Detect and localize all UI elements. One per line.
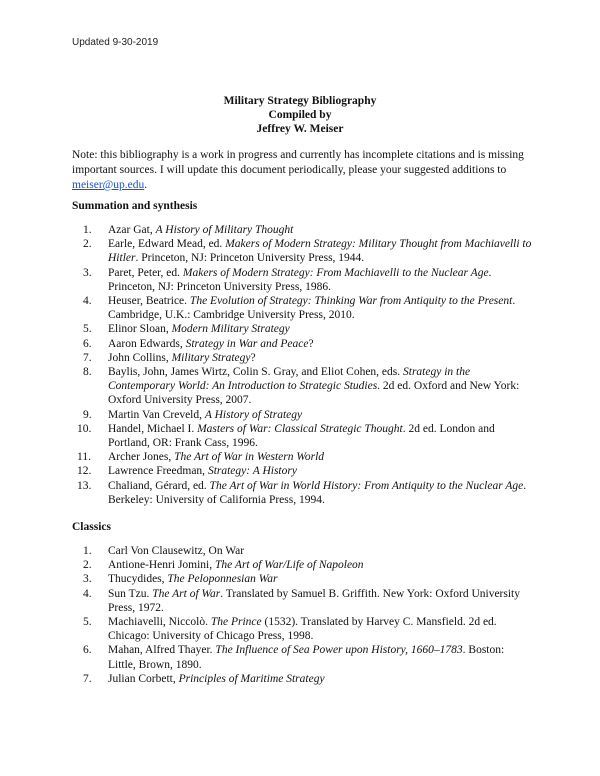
entry-author: Lawrence Freedman,	[108, 465, 208, 478]
bibliography-entry	[72, 587, 532, 615]
entry-details: ?	[250, 351, 256, 364]
entry-details: . Princeton, NJ: Princeton University Press, 1986.	[108, 266, 492, 293]
entry-details: ?	[308, 337, 314, 350]
entry-author: Martin Van Creveld,	[108, 408, 205, 421]
title-compiled-by: Compiled by	[268, 109, 332, 121]
entry-author: John Collins,	[108, 351, 172, 364]
entry-author: Antione-Henri Jomini,	[108, 559, 215, 572]
bibliography-entry	[72, 479, 532, 507]
bibliography-entry	[72, 294, 532, 322]
bibliography-entry	[72, 422, 532, 450]
entry-author: Heuser, Beatrice.	[108, 295, 190, 308]
section-heading-summation: Summation and synthesis	[72, 200, 198, 212]
bibliography-entry	[72, 558, 532, 572]
bibliography-entry	[72, 322, 532, 336]
bibliography-entry	[72, 643, 532, 671]
entry-details: . Cambridge, U.K.: Cambridge University Press, 2010.	[108, 295, 516, 322]
entry-title: A History of Military Thought	[155, 224, 294, 236]
entry-number: 7.	[83, 351, 92, 364]
bibliography-entry	[72, 337, 532, 351]
entry-number: 10.	[77, 422, 92, 435]
entry-author: Mahan, Alfred Thayer.	[108, 644, 216, 657]
section-heading-classics: Classics	[72, 521, 111, 533]
entry-number: 4.	[83, 295, 92, 308]
entry-title: Strategy: A History	[207, 465, 297, 478]
entry-author: Carl Von Clausewitz, On War	[108, 545, 245, 557]
entry-title: The Art of War in Western World	[174, 451, 325, 464]
bibliography-entry	[72, 408, 532, 422]
updated-date: Updated 9-30-2019	[72, 37, 159, 48]
note-text: Note: this bibliography is a work in progress and currently has incomplete citations and is missing important sources. I will update this document periodically, please your suggested additions to	[72, 149, 524, 176]
entry-title: The Prince	[210, 616, 262, 629]
entry-author: Handel, Michael I.	[108, 422, 198, 435]
bibliography-list-classics	[72, 544, 532, 686]
entry-author: Machiavelli, Niccolò.	[108, 616, 211, 629]
entry-author: Elinor Sloan,	[108, 323, 172, 336]
entry-title: Military Strategy	[171, 351, 251, 364]
entry-title: Modern Military Strategy	[171, 323, 290, 336]
entry-number: 4.	[83, 587, 92, 600]
entry-title: The Influence of Sea Power upon History, 1660–1783	[215, 644, 463, 657]
title-line: Military Strategy Bibliography	[223, 95, 377, 107]
bibliography-entry	[72, 266, 532, 294]
intro-note	[72, 148, 532, 193]
bibliography-list-summation	[72, 223, 532, 507]
entry-title: Principles of Maritime Strategy	[178, 672, 325, 685]
entry-author: Earle, Edward Mead, ed.	[108, 238, 226, 251]
entry-number: 5.	[83, 616, 92, 629]
entry-title: Makers of Modern Strategy: Military Thought from Machiavelli to Hitler	[108, 238, 532, 265]
entry-title: Strategy in War and Peace	[185, 337, 309, 350]
entry-author: Chaliand, Gérard, ed.	[108, 479, 210, 492]
entry-number: 8.	[83, 366, 92, 379]
entry-details: . 2d ed. Oxford and New York: Oxford University Press, 2007.	[108, 380, 520, 407]
entry-title: Masters of War: Classical Strategic Thought	[197, 422, 403, 435]
entry-details: . Berkeley: University of California Press, 1994.	[108, 479, 527, 506]
entry-author: Azar Gat,	[108, 224, 156, 236]
entry-details: (1532). Translated by Harvey C. Mansfield. 2d ed. Chicago: University of Chicago Press, 1998.	[108, 616, 497, 643]
note-end: .	[144, 179, 148, 191]
title-author: Jeffrey W. Meiser	[256, 123, 344, 135]
entry-author: Julian Corbett,	[108, 672, 179, 685]
document-title	[0, 94, 600, 136]
entry-number: 2.	[83, 559, 92, 572]
entry-author: Thucydides,	[108, 573, 168, 586]
entry-title: The Peloponnesian War	[167, 573, 278, 586]
entry-number: 3.	[83, 266, 92, 279]
entry-number: 7.	[83, 672, 92, 685]
entry-details: . Princeton, NJ: Princeton University Press, 1944.	[135, 252, 365, 265]
bibliography-entry	[72, 464, 532, 478]
entry-title: The Art of War/Life of Napoleon	[215, 559, 364, 572]
bibliography-entry	[72, 223, 532, 237]
entry-number: 6.	[83, 644, 92, 657]
entry-details: . Boston: Little, Brown, 1890.	[108, 644, 505, 671]
entry-number: 11.	[77, 451, 91, 464]
entry-number: 12.	[77, 465, 92, 478]
entry-number: 1.	[83, 545, 92, 557]
entry-title: Strategy in the Contemporary World: An Introduction to Strategic Studies	[108, 366, 471, 393]
entry-details: . 2d ed. London and Portland, OR: Frank Cass, 1996.	[108, 422, 495, 450]
bibliography-entry	[72, 365, 532, 408]
entry-author: Sun Tzu.	[108, 587, 153, 600]
bibliography-entry	[72, 351, 532, 365]
entry-number: 3.	[83, 573, 92, 586]
email-link[interactable]: meiser@up.edu	[72, 179, 145, 191]
entry-number: 6.	[83, 337, 92, 350]
entry-title: The Art of War	[152, 587, 221, 600]
bibliography-entry	[72, 572, 532, 586]
entry-title: Makers of Modern Strategy: From Machiavelli to the Nuclear Age	[182, 266, 489, 279]
entry-author: Archer Jones,	[108, 451, 175, 464]
bibliography-entry	[72, 237, 532, 265]
entry-title: The Art of War in World History: From Antiquity to the Nuclear Age	[209, 479, 524, 492]
bibliography-entry	[72, 615, 532, 643]
entry-number: 5.	[83, 323, 92, 336]
bibliography-entry	[72, 672, 532, 686]
entry-number: 1.	[83, 224, 92, 236]
entry-title: The Evolution of Strategy: Thinking War from Antiquity to the Present	[189, 295, 513, 308]
entry-author: Baylis, John, James Wirtz, Colin S. Gray, and Eliot Cohen, eds.	[108, 366, 403, 379]
entry-number: 9.	[83, 408, 92, 421]
entry-details: . Translated by Samuel B. Griffith. New York: Oxford University Press, 1972.	[108, 587, 521, 614]
bibliography-entry	[72, 450, 532, 464]
entry-author: Aaron Edwards,	[108, 337, 186, 350]
entry-number: 2.	[83, 238, 92, 251]
entry-title: A History of Strategy	[204, 408, 303, 421]
bibliography-entry	[72, 544, 532, 558]
entry-number: 13.	[77, 479, 92, 492]
entry-author: Paret, Peter, ed.	[108, 266, 183, 279]
